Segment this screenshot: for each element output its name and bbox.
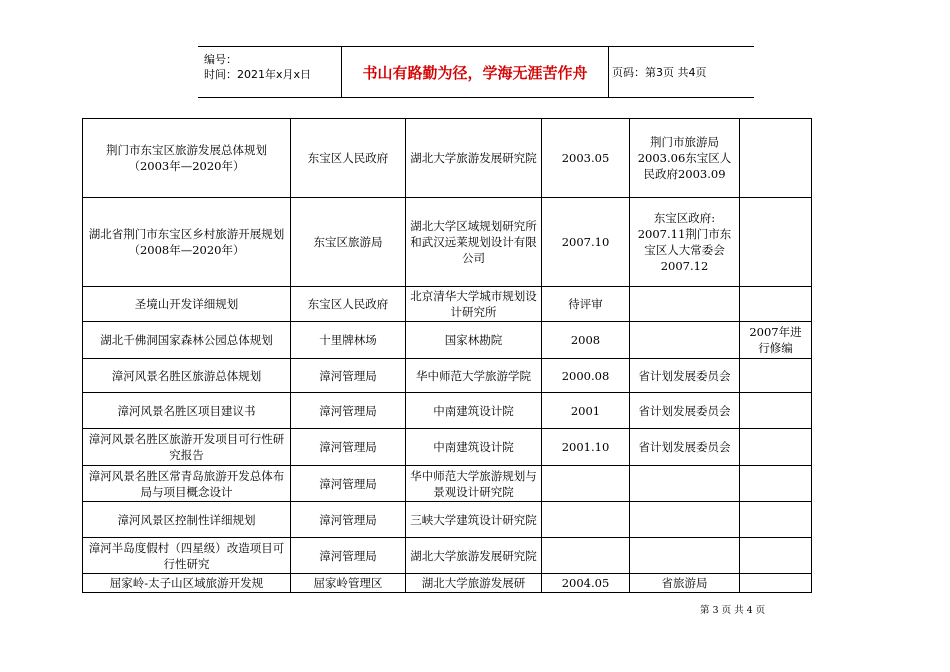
client-cell: 漳河管理局 (291, 538, 406, 574)
approval-cell: 东宝区政府: 2007.11荆门市东宝区人大常委会2007.12 (630, 198, 740, 287)
header-page-number: 页码：第3页 共4页 (612, 66, 707, 79)
note-cell: 2007年进行修编 (740, 322, 812, 359)
approval-cell: 省计划发展委员会 (630, 393, 740, 429)
date-cell: 2000.08 (542, 359, 630, 393)
client-cell: 漳河管理局 (291, 466, 406, 502)
document-time-label: 时间：2021年x月x日 (204, 68, 312, 81)
project-name-cell: 漳河半岛度假村（四星级）改造项目可行性研究 (83, 538, 291, 574)
date-cell (542, 502, 630, 538)
project-name-cell: 荆门市东宝区旅游发展总体规划（2003年—2020年） (83, 119, 291, 198)
project-name-cell: 屈家岭-太子山区域旅游开发规 (83, 574, 291, 593)
designer-cell: 中南建筑设计院 (406, 429, 542, 466)
date-cell: 2001 (542, 393, 630, 429)
table-row (83, 393, 812, 429)
designer-cell: 湖北大学区域规划研究所和武汉远莱规划设计有限公司 (406, 198, 542, 287)
date-cell: 待评审 (542, 287, 630, 322)
client-cell: 东宝区人民政府 (291, 119, 406, 198)
table-row (83, 119, 812, 198)
date-cell (542, 466, 630, 502)
approval-cell (630, 538, 740, 574)
client-cell: 漳河管理局 (291, 359, 406, 393)
client-cell: 漳河管理局 (291, 502, 406, 538)
table-row (83, 574, 812, 593)
note-cell (740, 538, 812, 574)
client-cell: 十里牌林场 (291, 322, 406, 359)
client-cell: 漳河管理局 (291, 393, 406, 429)
designer-cell: 湖北大学旅游发展研究院 (406, 119, 542, 198)
approval-cell: 省计划发展委员会 (630, 429, 740, 466)
table-row (83, 287, 812, 322)
note-cell (740, 429, 812, 466)
designer-cell: 华中师范大学旅游规划与景观设计研究院 (406, 466, 542, 502)
designer-cell: 华中师范大学旅游学院 (406, 359, 542, 393)
approval-cell (630, 466, 740, 502)
approval-cell: 省旅游局 (630, 574, 740, 593)
approval-cell: 荆门市旅游局2003.06东宝区人民政府2003.09 (630, 119, 740, 198)
date-cell: 2008 (542, 322, 630, 359)
designer-cell: 三峡大学建筑设计研究院 (406, 502, 542, 538)
header-divider (608, 47, 609, 97)
note-cell (740, 359, 812, 393)
date-cell: 2007.10 (542, 198, 630, 287)
designer-cell: 湖北大学旅游发展研 (406, 574, 542, 593)
designer-cell: 国家林勘院 (406, 322, 542, 359)
approval-cell (630, 502, 740, 538)
client-cell: 漳河管理局 (291, 429, 406, 466)
date-cell (542, 538, 630, 574)
table-row (83, 198, 812, 287)
table-row (83, 538, 812, 574)
designer-cell: 中南建筑设计院 (406, 393, 542, 429)
project-name-cell: 漳河风景名胜区旅游开发项目可行性研究报告 (83, 429, 291, 466)
header-motto: 书山有路勤为径，学海无涯苦作舟 (362, 63, 588, 82)
project-name-cell: 漳河风景名胜区项目建议书 (83, 393, 291, 429)
client-cell: 东宝区旅游局 (291, 198, 406, 287)
table-row (83, 429, 812, 466)
note-cell (740, 287, 812, 322)
client-cell: 屈家岭管理区 (291, 574, 406, 593)
note-cell (740, 198, 812, 287)
approval-cell (630, 322, 740, 359)
project-name-cell: 漳河风景名胜区旅游总体规划 (83, 359, 291, 393)
client-cell: 东宝区人民政府 (291, 287, 406, 322)
designer-cell: 湖北大学旅游发展研究院 (406, 538, 542, 574)
table-row (83, 502, 812, 538)
project-name-cell: 湖北省荆门市东宝区乡村旅游开展规划（2008年—2020年） (83, 198, 291, 287)
project-name-cell: 漳河风景区控制性详细规划 (83, 502, 291, 538)
note-cell (740, 119, 812, 198)
approval-cell: 省计划发展委员会 (630, 359, 740, 393)
table-row (83, 359, 812, 393)
project-name-cell: 湖北千佛洞国家森林公园总体规划 (83, 322, 291, 359)
note-cell (740, 574, 812, 593)
note-cell (740, 466, 812, 502)
date-cell: 2001.10 (542, 429, 630, 466)
header-meta (204, 52, 340, 82)
project-name-cell: 漳河风景名胜区常青岛旅游开发总体布局与项目概念设计 (83, 466, 291, 502)
table-row (83, 322, 812, 359)
project-name-cell: 圣境山开发详细规划 (83, 287, 291, 322)
note-cell (740, 393, 812, 429)
date-cell: 2004.05 (542, 574, 630, 593)
approval-cell (630, 287, 740, 322)
document-number-label: 编号： (204, 53, 237, 66)
table-row (83, 466, 812, 502)
page-header (198, 46, 754, 98)
page-footer: 第 3 页 共 4 页 (700, 605, 766, 616)
date-cell: 2003.05 (542, 119, 630, 198)
note-cell (740, 502, 812, 538)
planning-projects-table (82, 118, 812, 593)
designer-cell: 北京清华大学城市规划设计研究所 (406, 287, 542, 322)
